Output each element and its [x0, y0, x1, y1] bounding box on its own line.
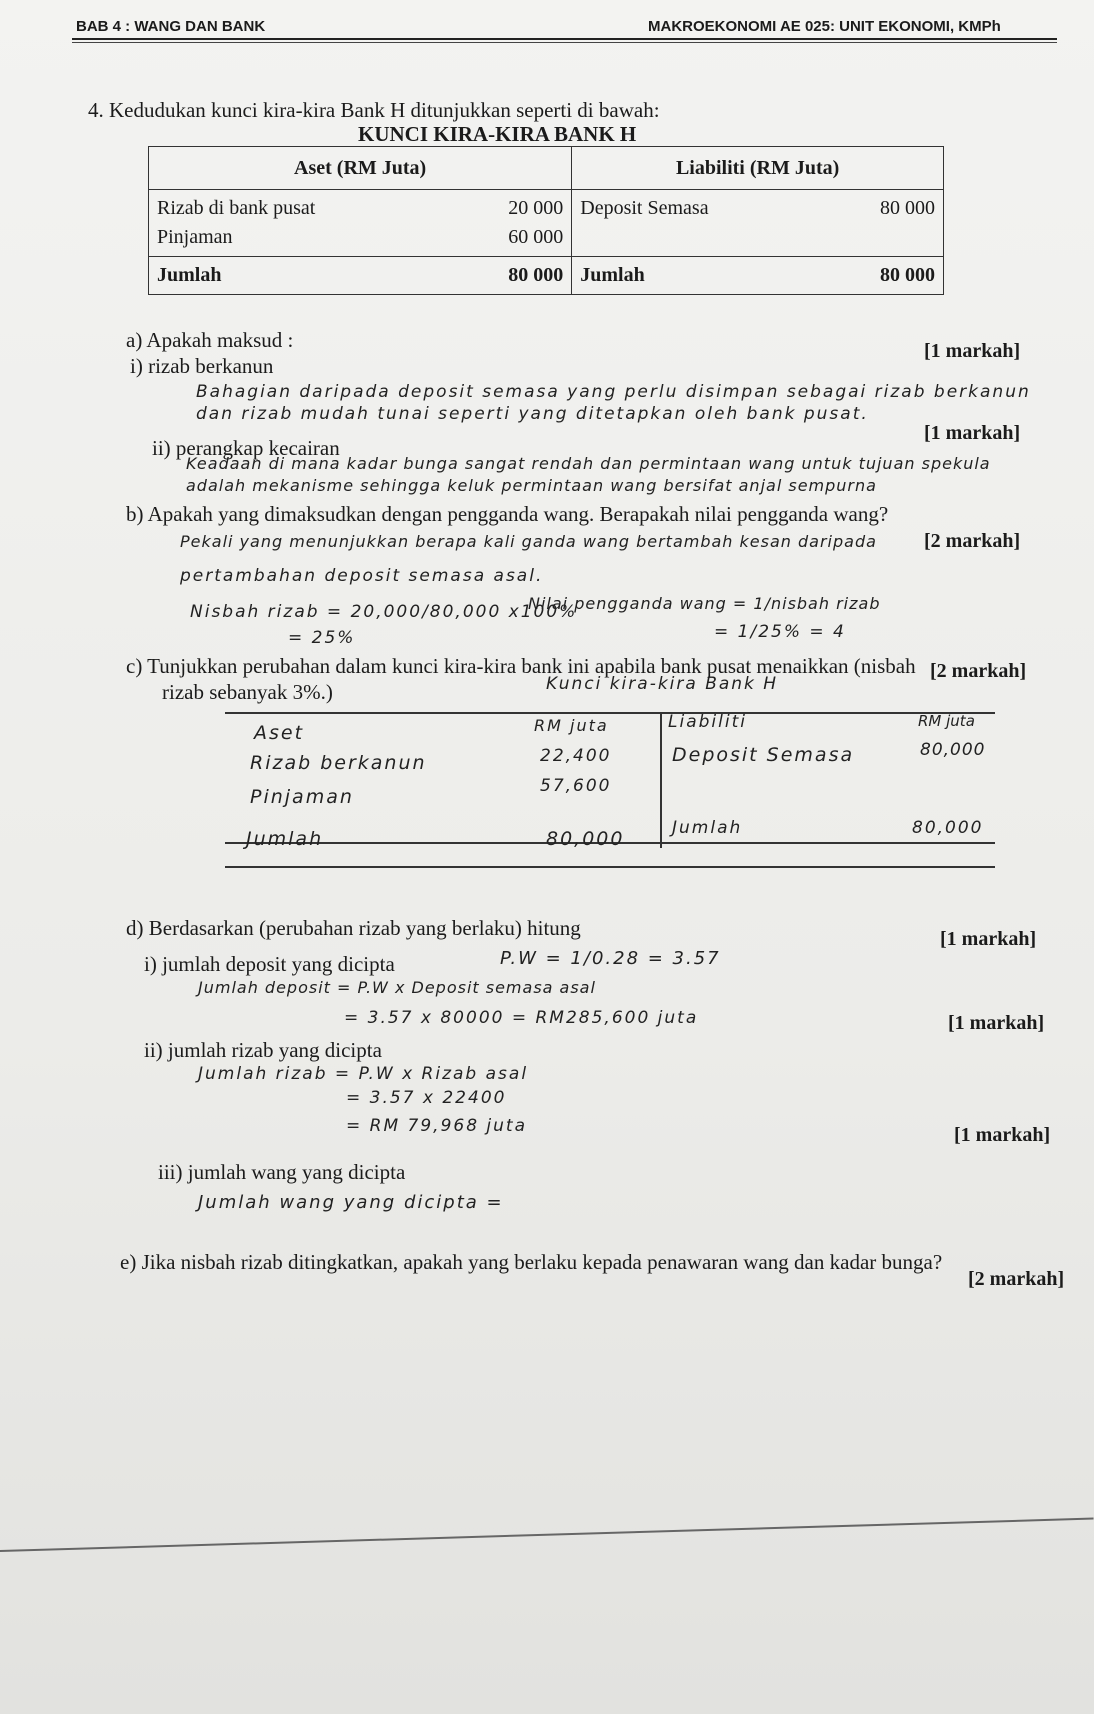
- answer-b-calc-left-2: = 25%: [288, 628, 356, 648]
- part-d-iii-mark: [1 markah]: [954, 1124, 1051, 1146]
- part-e-mark: [2 markah]: [968, 1268, 1065, 1290]
- part-c-stem-2: rizab sebanyak 3%.): [162, 680, 333, 704]
- part-a-i-mark: [1 markah]: [924, 340, 1021, 362]
- part-c-mark: [2 markah]: [930, 660, 1027, 682]
- part-c-stem-1: c) Tunjukkan perubahan dalam kunci kira-kira bank ini apabila bank pusat menaikkan (nisbah: [126, 654, 916, 678]
- answer-b-line2: pertambahan deposit semasa asal.: [180, 566, 544, 586]
- answer-c-total-liability: 80,000: [912, 818, 984, 838]
- answer-d-i-line1: Jumlah deposit = P.W x Deposit semasa asal: [198, 978, 596, 997]
- answer-b-calc-right-2: = 1/25% = 4: [714, 622, 846, 642]
- part-a-i: i) rizab berkanun: [130, 354, 274, 378]
- page-bottom-edge: [0, 1518, 1094, 1552]
- question-4-stem: 4. Kedudukan kunci kira-kira Bank H ditunjukkan seperti di bawah:: [88, 98, 660, 122]
- answer-c-row2-asset: Pinjaman: [250, 786, 354, 808]
- answer-d-ii-line1: Jumlah rizab = P.W x Rizab asal: [198, 1064, 529, 1084]
- answer-c-liability-header: Liabiliti: [668, 712, 747, 732]
- balance-sheet-table: [148, 146, 944, 295]
- part-a-ii-mark: [1 markah]: [924, 422, 1021, 444]
- answer-c-row1-value: 22,400: [540, 746, 612, 766]
- answer-a-i-line1: Bahagian daripada deposit semasa yang perlu disimpan sebagai rizab berkanun: [196, 382, 1031, 402]
- asset-cell: [149, 190, 449, 257]
- liability-row-value: 80 000: [880, 197, 935, 219]
- part-d-ii-mark: [1 markah]: [948, 1012, 1045, 1034]
- answer-c-title: Kunci kira-kira Bank H: [546, 674, 779, 694]
- part-b-stem: b) Apakah yang dimaksudkan dengan pengganda wang. Berapakah nilai pengganda wang?: [126, 502, 889, 526]
- answer-b-line1: Pekali yang menunjukkan berapa kali ganda wang bertambah kesan daripada: [180, 532, 877, 551]
- balance-sheet-title: KUNCI KIRA-KIRA BANK H: [358, 122, 637, 146]
- part-d-i-mark: [1 markah]: [940, 928, 1037, 950]
- liability-cell: [572, 190, 821, 257]
- answer-c-divider: [660, 712, 662, 848]
- answer-c-total-asset: 80,000: [546, 828, 625, 850]
- part-a-stem: a) Apakah maksud :: [126, 328, 294, 352]
- answer-b-calc-right-1: Nilai pengganda wang = 1/nisbah rizab: [528, 594, 881, 613]
- answer-d-i-formula: P.W = 1/0.28 = 3.57: [500, 948, 721, 969]
- total-label: Jumlah: [572, 257, 821, 295]
- asset-row-value: 20 000: [508, 197, 564, 219]
- total-asset: 80 000: [449, 257, 572, 295]
- answer-c-row1-asset: Rizab berkanun: [250, 752, 427, 774]
- part-d-iii: iii) jumlah wang yang dicipta: [158, 1160, 406, 1184]
- part-d-stem: d) Berdasarkan (perubahan rizab yang berlaku) hitung: [126, 916, 581, 940]
- answer-a-i-line2: dan rizab mudah tunai seperti yang ditetapkan oleh bank pusat.: [196, 404, 869, 424]
- header-rule: [72, 38, 1057, 40]
- answer-c-total-label: Jumlah: [246, 828, 324, 850]
- asset-row-value: 60 000: [508, 226, 564, 248]
- answer-d-i-line2: = 3.57 x 80000 = RM285,600 juta: [344, 1008, 699, 1028]
- answer-c-liability-unit: RM juta: [918, 712, 975, 730]
- part-b-mark: [2 markah]: [924, 530, 1021, 552]
- part-d-i: i) jumlah deposit yang dicipta: [144, 952, 395, 976]
- answer-a-ii-line1: Keadaan di mana kadar bunga sangat rendah dan permintaan wang untuk tujuan spekula: [186, 454, 991, 473]
- answer-d-iii: Jumlah wang yang dicipta =: [198, 1192, 504, 1213]
- asset-header: Aset (RM Juta): [149, 147, 572, 190]
- part-a-ii: ii) perangkap kecairan: [152, 436, 340, 460]
- header-chapter: BAB 4 : WANG DAN BANK: [76, 18, 266, 35]
- total-liability: 80 000: [821, 257, 944, 295]
- liability-value-cell: [821, 190, 944, 257]
- liability-row-label: Deposit Semasa: [580, 197, 709, 219]
- asset-row-label: Pinjaman: [157, 226, 233, 248]
- part-d-ii: ii) jumlah rizab yang dicipta: [144, 1038, 382, 1062]
- asset-value-cell: [449, 190, 572, 257]
- answer-a-ii-line2: adalah mekanisme sehingga keluk permintaan wang bersifat anjal sempurna: [186, 476, 877, 495]
- liability-header: Liabiliti (RM Juta): [572, 147, 944, 190]
- answer-c-row1-liability-value: 80,000: [920, 740, 986, 760]
- answer-b-calc-left-1: Nisbah rizab = 20,000/80,000 x100%: [190, 602, 578, 622]
- answer-c-asset-unit: RM juta: [534, 716, 609, 735]
- answer-d-ii-line3: = RM 79,968 juta: [346, 1116, 527, 1136]
- answer-c-total-liability-label: Jumlah: [672, 818, 743, 838]
- answer-d-ii-line2: = 3.57 x 22400: [346, 1088, 507, 1108]
- total-label: Jumlah: [149, 257, 449, 295]
- header-rule-thin: [72, 42, 1057, 43]
- answer-c-asset-header: Aset: [254, 722, 305, 744]
- answer-c-row1-liability: Deposit Semasa: [672, 744, 855, 766]
- part-e-stem: e) Jika nisbah rizab ditingkatkan, apakah yang berlaku kepada penawaran wang dan kadar bunga?: [120, 1250, 943, 1274]
- asset-row-label: Rizab di bank pusat: [157, 197, 316, 219]
- header-course: MAKROEKONOMI AE 025: UNIT EKONOMI, KMPh: [648, 18, 1001, 35]
- answer-c-row2-value: 57,600: [540, 776, 612, 796]
